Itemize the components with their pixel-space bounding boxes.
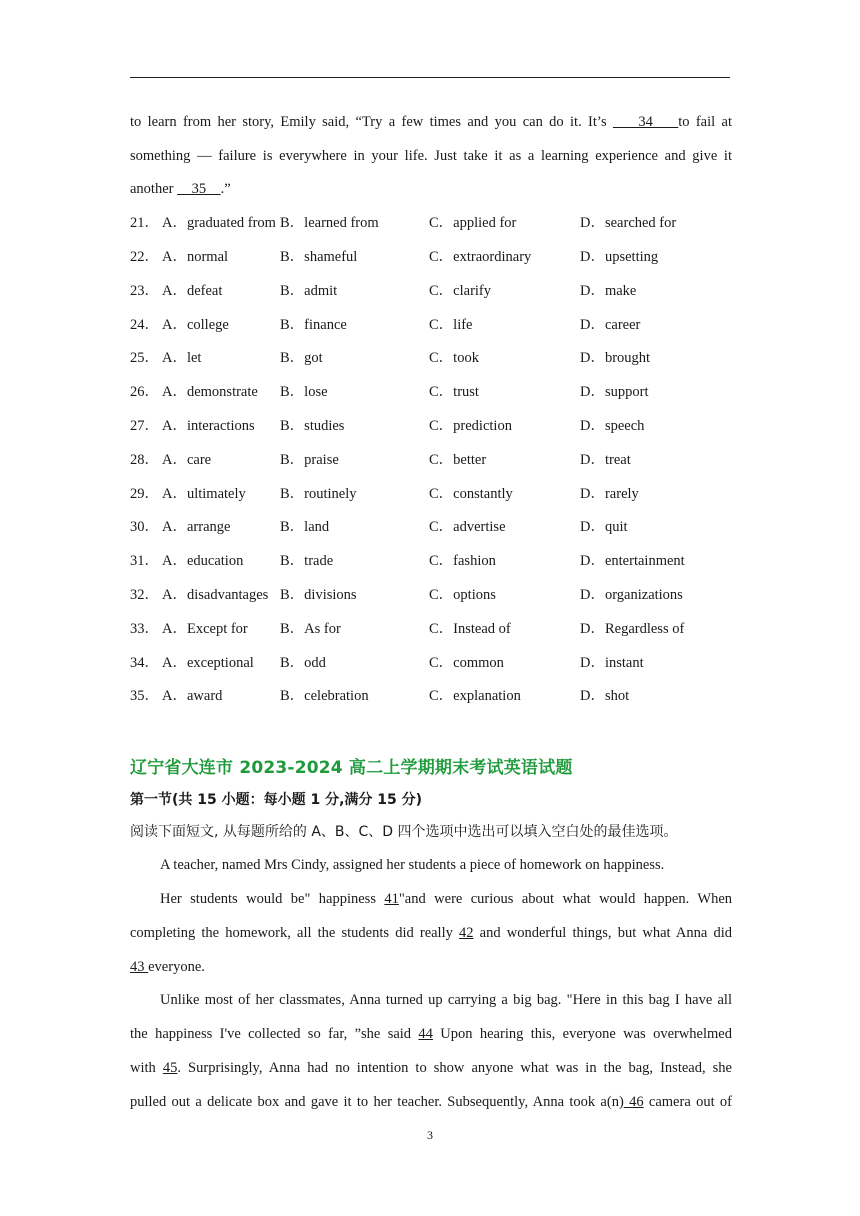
option-a: A．arrange <box>162 519 231 535</box>
section-instruction: 阅读下面短文, 从每题所给的 A、B、C、D 四个选项中选出可以填入空白处的最佳选项。 <box>130 824 678 840</box>
option-c: C．better <box>429 452 487 468</box>
question-number: 27． <box>130 418 159 434</box>
option-a: A．education <box>162 553 244 569</box>
option-c: C．common <box>429 655 504 671</box>
option-d: D．brought <box>580 350 651 366</box>
text: Upon hearing this, everyone was overwhelmed <box>432 1026 732 1042</box>
paragraph-3-line-3 <box>130 1058 732 1078</box>
option-a: A．ultimately <box>162 486 246 502</box>
option-row <box>130 585 730 605</box>
option-b: B．learned from <box>280 215 379 231</box>
paragraph-1: A teacher, named Mrs Cindy, assigned her students a piece of homework on happiness. <box>160 857 665 873</box>
option-c: C．prediction <box>429 418 512 434</box>
option-d: D．upsetting <box>580 249 659 265</box>
option-row <box>130 619 730 639</box>
option-b: B．land <box>280 519 330 535</box>
option-d: D．searched for <box>580 215 677 231</box>
text: .” <box>220 181 231 197</box>
option-b: B．routinely <box>280 486 357 502</box>
option-row <box>130 517 730 537</box>
option-a: A．let <box>162 350 202 366</box>
option-c: C．applied for <box>429 215 517 231</box>
blank-43: 43 <box>130 959 149 975</box>
option-d: D．shot <box>580 688 630 704</box>
option-row <box>130 484 730 504</box>
option-a: A．award <box>162 688 223 704</box>
blank-42: 42 <box>459 925 474 941</box>
option-b: B．As for <box>280 621 341 637</box>
option-b: B．finance <box>280 317 347 333</box>
blank-45: 45 <box>162 1060 178 1076</box>
question-number: 26． <box>130 384 159 400</box>
option-d: D．support <box>580 384 649 400</box>
text: pulled out a delicate box and gave it to her teacher. Subsequently, Anna took a(n) <box>130 1094 624 1110</box>
question-number: 25． <box>130 350 159 366</box>
text: Her students would be" happiness <box>160 891 385 907</box>
question-number: 29． <box>130 486 159 502</box>
question-number: 21． <box>130 215 159 231</box>
option-a: A．disadvantages <box>162 587 269 603</box>
option-b: B．divisions <box>280 587 357 603</box>
option-row <box>130 213 730 233</box>
text: another <box>130 181 178 197</box>
question-number: 22． <box>130 249 159 265</box>
option-a: A．interactions <box>162 418 255 434</box>
option-c: C．advertise <box>429 519 506 535</box>
section-subtitle: 第一节(共 15 小题：每小题 1 分,满分 15 分) <box>130 792 423 808</box>
header-rule <box>130 77 730 78</box>
option-b: B．shameful <box>280 249 358 265</box>
question-number: 23． <box>130 283 159 299</box>
option-a: A．normal <box>162 249 229 265</box>
blank-41: 41 <box>384 891 399 907</box>
option-row <box>130 382 730 402</box>
paragraph-2-line-2 <box>130 923 732 943</box>
text: with <box>130 1060 163 1076</box>
option-row <box>130 315 730 335</box>
option-c: C．explanation <box>429 688 521 704</box>
question-number: 35． <box>130 688 159 704</box>
option-c: C．took <box>429 350 479 366</box>
option-c: C．options <box>429 587 496 603</box>
option-row <box>130 247 730 267</box>
option-d: D．rarely <box>580 486 639 502</box>
option-d: D．quit <box>580 519 628 535</box>
option-row <box>130 281 730 301</box>
option-c: C．extraordinary <box>429 249 532 265</box>
option-a: A．defeat <box>162 283 223 299</box>
blank-44: 44 <box>418 1026 433 1042</box>
option-d: D．speech <box>580 418 645 434</box>
option-b: B．trade <box>280 553 334 569</box>
option-d: D．entertainment <box>580 553 685 569</box>
text: . Surprisingly, Anna had no intention to show anyone what was in the bag, Instead, she <box>177 1060 732 1076</box>
option-d: D．organizations <box>580 587 683 603</box>
blank-34: 34 <box>612 114 679 130</box>
option-a: A．graduated from <box>162 215 276 231</box>
option-c: C．trust <box>429 384 479 400</box>
text: everyone. <box>148 959 205 975</box>
question-number: 31． <box>130 553 159 569</box>
question-number: 30． <box>130 519 159 535</box>
option-b: B．admit <box>280 283 338 299</box>
option-d: D．instant <box>580 655 644 671</box>
option-b: B．praise <box>280 452 339 468</box>
option-a: A．college <box>162 317 229 333</box>
paragraph-3-line-4 <box>130 1092 732 1112</box>
option-row <box>130 416 730 436</box>
paragraph-2-line-3 <box>130 957 732 977</box>
page-number: 3 <box>427 1128 433 1142</box>
option-c: C．clarify <box>429 283 492 299</box>
text: "and were curious about what would happen. When <box>398 891 733 907</box>
option-row <box>130 551 730 571</box>
option-d: D．treat <box>580 452 631 468</box>
text: to fail at <box>678 114 732 130</box>
question-number: 32． <box>130 587 159 603</box>
question-number: 28． <box>130 452 159 468</box>
option-d: D．career <box>580 317 641 333</box>
option-c: C．Instead of <box>429 621 511 637</box>
option-row <box>130 348 730 368</box>
option-c: C．fashion <box>429 553 496 569</box>
passage-line-3 <box>130 179 732 199</box>
paragraph-2-line-1 <box>130 889 732 909</box>
section-title: 辽宁省大连市 2023-2024 高二上学期期末考试英语试题 <box>130 758 573 778</box>
option-a: A．Except for <box>162 621 248 637</box>
blank-35: 35 <box>177 181 221 197</box>
option-a: A．demonstrate <box>162 384 258 400</box>
text: the happiness I've collected so far, ”she said <box>130 1026 419 1042</box>
option-b: B．lose <box>280 384 328 400</box>
option-c: C．life <box>429 317 473 333</box>
option-b: B．studies <box>280 418 345 434</box>
question-number: 34． <box>130 655 159 671</box>
blank-46: 46 <box>623 1094 644 1110</box>
question-number: 24． <box>130 317 159 333</box>
passage-line-1 <box>130 112 732 132</box>
paragraph-3-line-2 <box>130 1024 732 1044</box>
option-b: B．celebration <box>280 688 369 704</box>
text: and wonderful things, but what Anna did <box>473 925 732 941</box>
option-c: C．constantly <box>429 486 513 502</box>
option-row <box>130 450 730 470</box>
option-d: D．Regardless of <box>580 621 685 637</box>
option-b: B．got <box>280 350 323 366</box>
text: camera out of <box>643 1094 732 1110</box>
paragraph-3-line-1: Unlike most of her classmates, Anna turned up carrying a big bag. "Here in this bag I have all <box>160 992 732 1008</box>
text: completing the homework, all the students did really <box>130 925 460 941</box>
text: to learn from her story, Emily said, “Try a few times and you can do it. It’s <box>130 114 613 130</box>
option-b: B．odd <box>280 655 326 671</box>
option-row <box>130 686 730 706</box>
option-a: A．exceptional <box>162 655 254 671</box>
option-d: D．make <box>580 283 637 299</box>
option-a: A．care <box>162 452 212 468</box>
option-row <box>130 653 730 673</box>
question-number: 33． <box>130 621 159 637</box>
passage-line-2: something — failure is everywhere in your life. Just take it as a learning experience and give it <box>130 148 732 164</box>
